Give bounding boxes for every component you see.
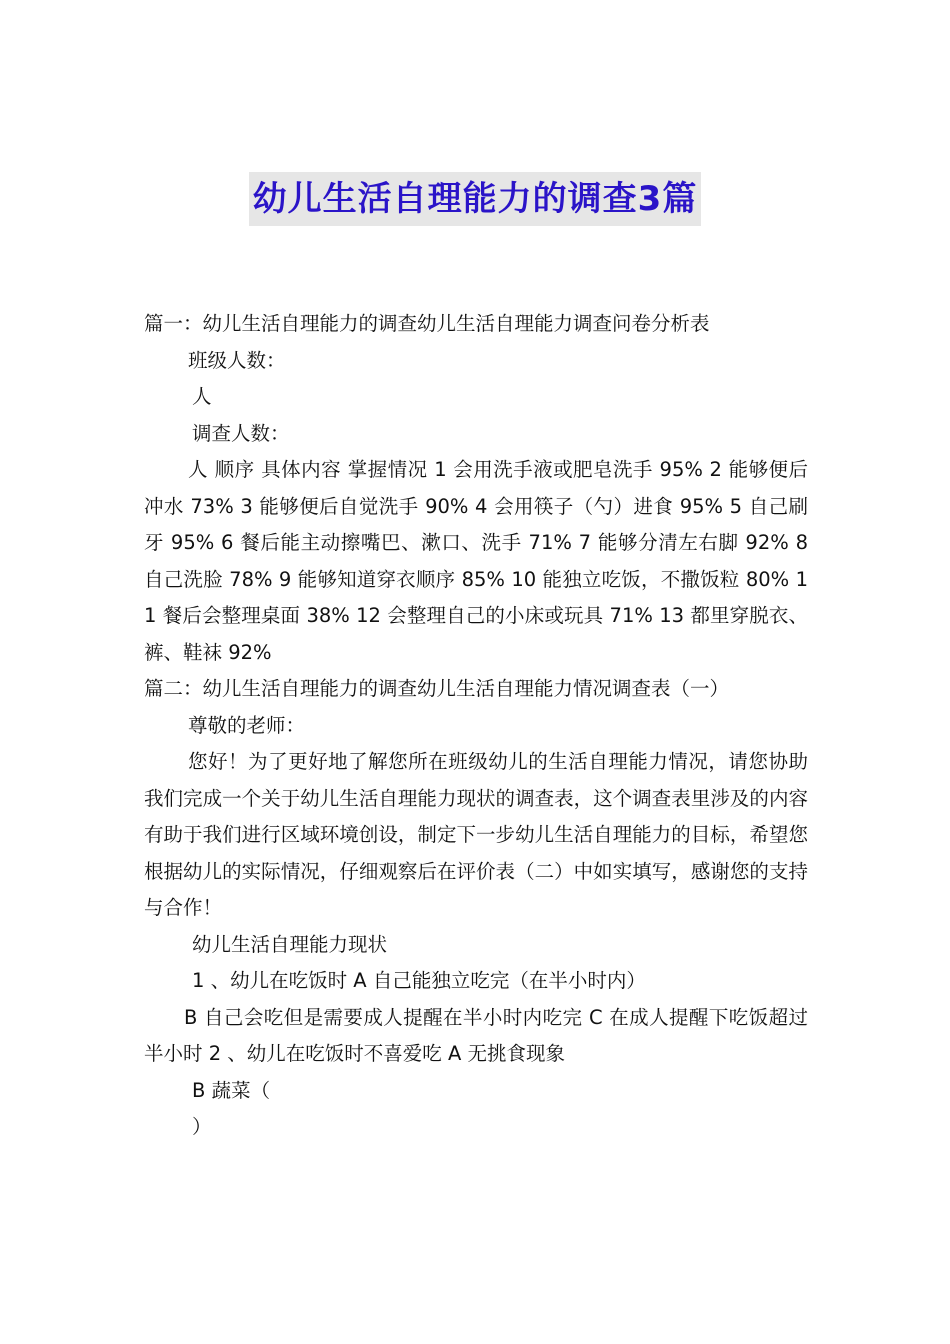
paragraph-closing-paren: ） [192, 1115, 212, 1138]
paragraph-greeting-body: 您好！为了更好地了解您所在班级幼儿的生活自理能力情况，请您协助我们完成一个关于幼儿生活自理能力现状的调查表，这个调查表里涉及的内容有助于我们进行区域环境创设，制定下一步幼儿生活自理能力的目标，希望您根据幼儿的实际情况，仔细观察后在评价表（二）中如实填写，感谢您的支持与合作！ [144, 750, 808, 919]
paragraph-status-heading: 幼儿生活自理能力现状 [192, 932, 388, 956]
paragraph-class-count: 班级人数： [188, 348, 286, 372]
paragraph-person-unit: 人 [192, 385, 212, 408]
paragraph-survey-table: 人 顺序 具体内容 掌握情况 1 会用洗手液或肥皂洗手 95% 2 能够便后冲水 73% 3 能够便后自觉洗手 90% 4 会用筷子（勺）进食 95% 5 自己刷牙 95% 6 餐后能主动擦嘴巴、漱口、洗手 71% 7 能够分清左右脚 92% 8 自己洗脸 78% 9 能够知道穿衣顺序 85% 10 能独立吃饭，不撒饭粒 80% 11 餐后会整理桌面 38% 12 会整理自己的小床或玩具 71% 13 都里穿脱衣、裤、鞋袜 92% [144, 458, 808, 664]
document-body [144, 306, 808, 1146]
paragraph-section-two-heading: 篇二：幼儿生活自理能力的调查幼儿生活自理能力情况调查表（一） [144, 677, 730, 700]
paragraph-survey-count: 调查人数： [192, 421, 290, 445]
paragraph-option-vegetables: B 蔬菜（ [192, 1078, 271, 1102]
document-title [0, 172, 950, 226]
paragraph-question-options: B 自己会吃但是需要成人提醒在半小时内吃完 C 在成人提醒下吃饭超过半小时 2 、幼儿在吃饭时不喜爱吃 A 无挑食现象 [144, 1005, 808, 1065]
document-title-text: 幼儿生活自理能力的调查3篇 [249, 172, 702, 226]
paragraph-section-one-heading: 篇一：幼儿生活自理能力的调查幼儿生活自理能力调查问卷分析表 [144, 312, 710, 335]
paragraph-salutation: 尊敬的老师： [188, 713, 306, 737]
paragraph-question-one: 1 、幼儿在吃饭时 A 自己能独立吃完（在半小时内） [192, 969, 646, 992]
